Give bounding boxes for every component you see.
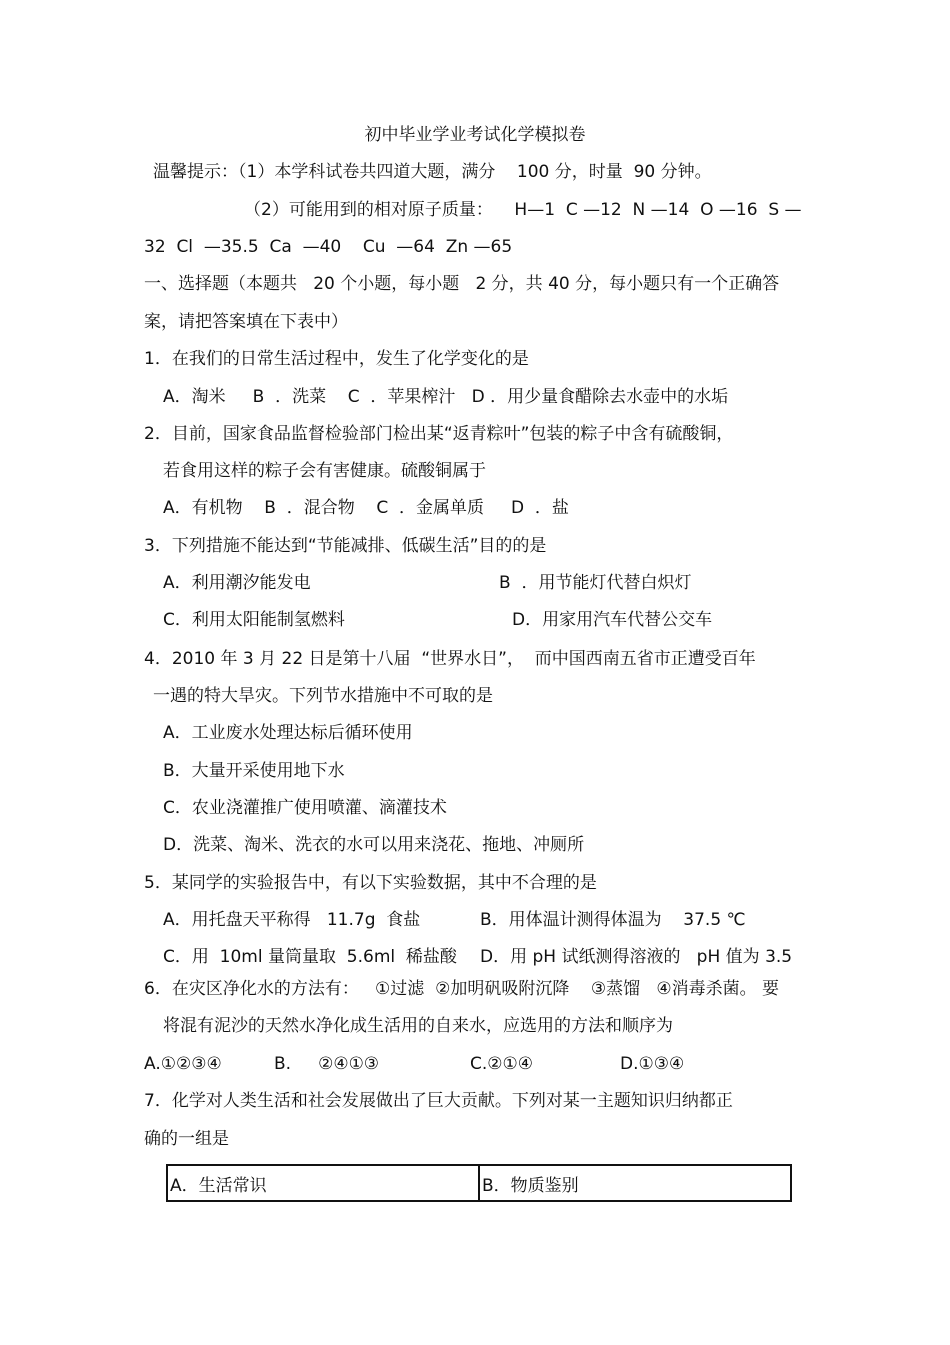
question-4-stem: 4．2010 年 3 月 22 日是第十八届 “世界水日”， 而中国西南五省市正遭受百年 (144, 649, 756, 669)
question-1-stem: 1．在我们的日常生活过程中，发生了化学变化的是 (144, 349, 529, 369)
section1-heading: 一、选择题（本题共 20 个小题，每小题 2 分，共 40 分，每小题只有一个正确答 (144, 274, 780, 294)
question-1-options: A．淘米 B ．洗菜 C ．苹果榨汁 D ．用少量食醋除去水壶中的水垢 (163, 387, 729, 407)
question-6-option-b: B. ②④①③ (274, 1054, 380, 1074)
question-5-stem: 5．某同学的实验报告中，有以下实验数据，其中不合理的是 (144, 873, 597, 893)
question-3-option-d: D．用家用汽车代替公交车 (512, 610, 713, 630)
question-6-option-a: A.①②③④ (144, 1054, 222, 1074)
tips-line-2: （2）可能用到的相对原子质量： H—1 C —12 N —14 O —16 S — (244, 200, 802, 220)
question-5-option-a: A．用托盘天平称得 11.7g 食盐 (163, 910, 421, 930)
question-4-option-a: A．工业废水处理达标后循环使用 (163, 723, 413, 743)
table-cell-a: A．生活常识 (167, 1165, 479, 1201)
question-4-option-d: D．洗菜、淘米、洗衣的水可以用来浇花、拖地、冲厕所 (163, 835, 585, 855)
table-row (167, 1165, 791, 1201)
question-4-option-b: B．大量开采使用地下水 (163, 761, 345, 781)
table-cell-b: B．物质鉴别 (479, 1165, 791, 1201)
question-5-option-d: D．用 pH 试纸测得溶液的 pH 值为 3.5 (480, 947, 793, 967)
question-4-stem-cont: 一遇的特大旱灾。下列节水措施中不可取的是 (153, 686, 493, 706)
question-3-option-c: C．利用太阳能制氢燃料 (163, 610, 345, 630)
question-6-option-c: C.②①④ (470, 1054, 533, 1074)
tips-line-1: 温馨提示：（1）本学科试卷共四道大题，满分 100 分，时量 90 分钟。 (153, 162, 712, 182)
page-title: 初中毕业学业考试化学模拟卷 (364, 125, 586, 145)
question-6-stem-cont: 将混有泥沙的天然水净化成生活用的自来水，应选用的方法和顺序为 (163, 1016, 673, 1036)
question-2-stem-cont: 若食用这样的粽子会有害健康。硫酸铜属于 (163, 461, 486, 481)
question-3-option-b: B ．用节能灯代替白炽灯 (499, 573, 692, 593)
question-2-options: A．有机物 B ．混合物 C ．金属单质 D ．盐 (163, 498, 569, 518)
question-6-stem: 6．在灾区净化水的方法有： ①过滤 ②加明矾吸附沉降 ③蒸馏 ④消毒杀菌。 要 (144, 979, 780, 999)
question-5-option-b: B．用体温计测得体温为 37.5 ℃ (480, 910, 746, 930)
question-2-stem: 2．目前，国家食品监督检验部门检出某“返青粽叶”包装的粽子中含有硫酸铜， (144, 424, 734, 444)
question-7-stem-cont: 确的一组是 (144, 1129, 229, 1149)
question-4-option-c: C．农业浇灌推广使用喷灌、滴灌技术 (163, 798, 447, 818)
question-7-stem: 7．化学对人类生活和社会发展做出了巨大贡献。下列对某一主题知识归纳都正 (144, 1091, 733, 1111)
section1-heading-cont: 案，请把答案填在下表中） (144, 312, 348, 332)
tips-line-3: 32 Cl —35.5 Ca —40 Cu —64 Zn —65 (144, 237, 513, 257)
question-6-option-d: D.①③④ (620, 1054, 685, 1074)
question-7-table (166, 1164, 792, 1202)
question-5-option-c: C．用 10ml 量筒量取 5.6ml 稀盐酸 (163, 947, 457, 967)
question-3-option-a: A．利用潮汐能发电 (163, 573, 311, 593)
question-3-stem: 3．下列措施不能达到“节能减排、低碳生活”目的的是 (144, 536, 547, 556)
